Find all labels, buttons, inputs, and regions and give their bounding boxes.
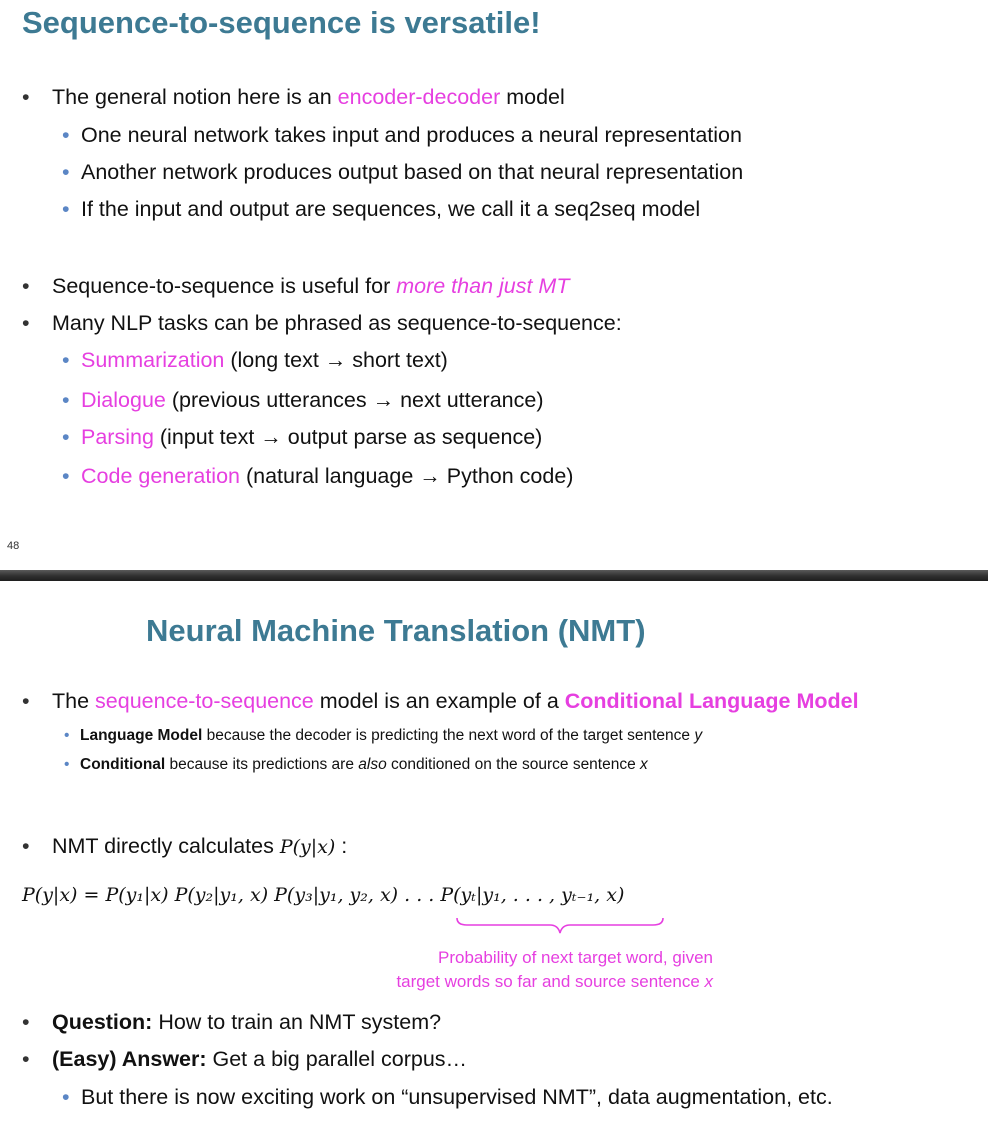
inline-formula: P(y|x): [279, 836, 336, 858]
slide2-bullet-question: • Question: How to train an NMT system?: [22, 1010, 442, 1034]
highlight-seq2seq: sequence-to-sequence: [95, 689, 314, 713]
page-number: 48: [7, 540, 20, 552]
sub-bullet-dot: •: [62, 464, 70, 488]
slide1-bullet-nlp-tasks: • Many NLP tasks can be phrased as sequence-to-sequence:: [22, 311, 622, 335]
equation-term-2: P(y₂|y₁, x): [174, 884, 275, 906]
highlight-conditional-lm: Conditional Language Model: [564, 689, 859, 713]
annotation-probability: Probability of next target word, given target words so far and source sentence x: [396, 948, 713, 991]
sub-bullet-dot: •: [62, 123, 70, 147]
task-dialogue: • Dialogue (previous utterances → next utterance): [62, 388, 544, 412]
task-code-generation: • Code generation (natural language → Python code): [62, 464, 574, 488]
equation-lhs: P(y|x) =: [22, 884, 106, 906]
task-summarization: • Summarization (long text → short text): [62, 348, 448, 372]
slide-nmt: [0, 581, 988, 1126]
bullet-dot: •: [22, 689, 30, 713]
sub-bullet-dot: •: [62, 160, 70, 184]
equation-term-3: P(y₃|y₁, y₂, x) . . .: [274, 884, 441, 906]
bullet-dot: •: [22, 274, 30, 298]
sub-bullet-dot: •: [64, 756, 70, 773]
task-parsing: • Parsing (input text → output parse as sequence): [62, 425, 543, 449]
bullet-dot: •: [22, 834, 30, 858]
nmt-equation: [22, 884, 624, 906]
slide2-sub-unsupervised: • But there is now exciting work on “unsupervised NMT”, data augmentation, etc.: [62, 1085, 833, 1109]
slide1-sub-bullet-1: • One neural network takes input and produces a neural representation: [62, 123, 742, 147]
sub-bullet-dot: •: [62, 348, 70, 372]
sub-bullet-dot: •: [62, 425, 70, 449]
slide1-sub-bullet-2: • Another network produces output based on that neural representation: [62, 160, 744, 184]
sub-bullet-dot: •: [62, 197, 70, 221]
slide2-bullet-conditional-lm: • The sequence-to-sequence model is an example of a Conditional Language Model: [22, 689, 859, 713]
slide1-bullet-more-than-mt: • Sequence-to-sequence is useful for more than just MT: [22, 274, 570, 298]
bullet-dot: •: [22, 85, 30, 109]
underbrace: [455, 916, 665, 936]
slide2-sub-language-model: • Language Model because the decoder is predicting the next word of the target sentence y: [64, 727, 703, 744]
slide2-sub-conditional: • Conditional because its predictions are also conditioned on the source sentence x: [64, 756, 648, 773]
sub-bullet-dot: •: [62, 1085, 70, 1109]
bullet-dot: •: [22, 1010, 30, 1034]
highlight-encoder-decoder: encoder-decoder: [337, 85, 501, 109]
slide1-bullet-encoder-decoder: • The general notion here is an encoder-decoder model: [22, 85, 565, 109]
bullet-dot: •: [22, 1047, 30, 1071]
equation-term-4: P(yₜ|y₁, . . . , yₜ₋₁, x): [440, 884, 625, 906]
slide2-bullet-answer: • (Easy) Answer: Get a big parallel corpus…: [22, 1047, 468, 1071]
slide1-title: Sequence-to-sequence is versatile!: [22, 5, 541, 40]
sub-bullet-dot: •: [64, 727, 70, 744]
slide2-title: Neural Machine Translation (NMT): [146, 613, 646, 648]
slide2-bullet-nmt-calculates: • NMT directly calculates P(y|x) :: [22, 834, 348, 858]
slide-divider: [0, 570, 988, 581]
highlight-more-than-mt: more than just MT: [396, 274, 570, 298]
bullet-dot: •: [22, 311, 30, 335]
slide1-sub-bullet-3: • If the input and output are sequences, we call it a seq2seq model: [62, 197, 701, 221]
sub-bullet-dot: •: [62, 388, 70, 412]
equation-term-1: P(y₁|x): [105, 884, 175, 906]
